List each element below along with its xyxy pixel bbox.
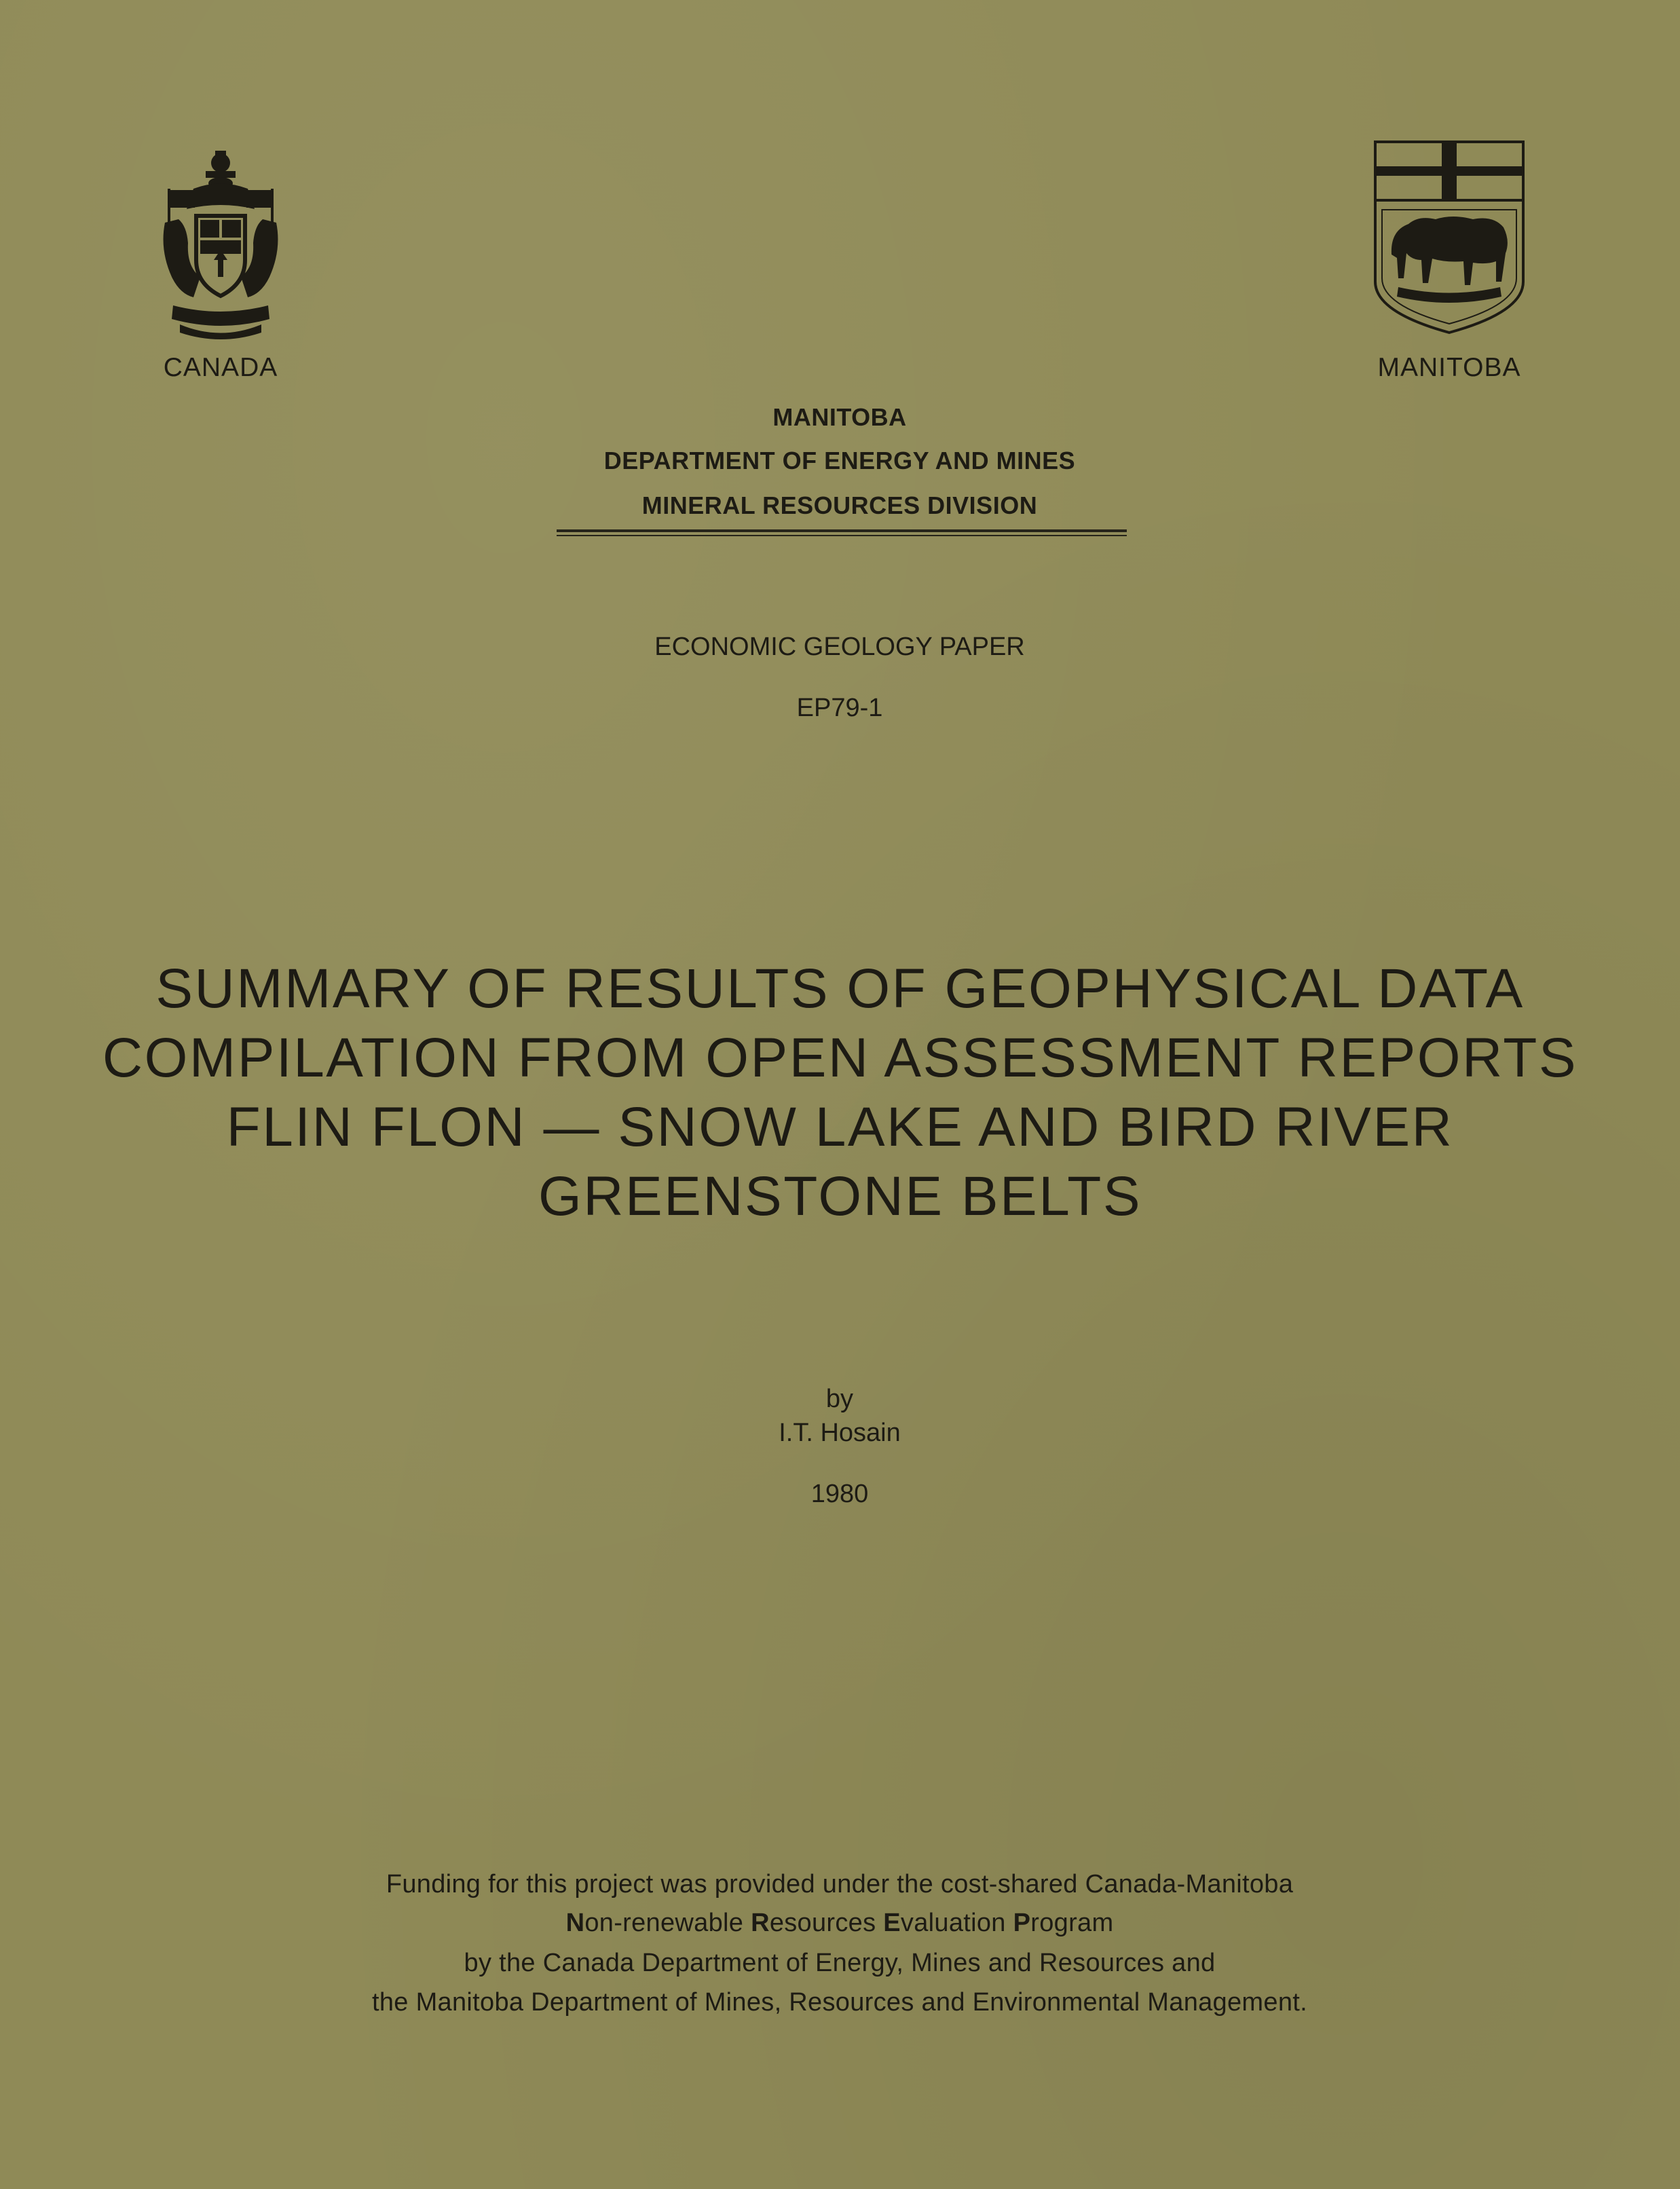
manitoba-label: MANITOBA bbox=[1377, 353, 1521, 382]
department-name: DEPARTMENT OF ENERGY AND MINES bbox=[603, 447, 1076, 474]
department-province: MANITOBA bbox=[772, 403, 907, 431]
program-word-rest: valuation bbox=[900, 1909, 1006, 1937]
author-name: I.T. Hosain bbox=[779, 1419, 901, 1447]
funding-line-3: by the Canada Department of Energy, Mines and Resources and bbox=[464, 1949, 1216, 1977]
title-line-1: SUMMARY OF RESULTS OF GEOPHYSICAL DATA bbox=[155, 958, 1525, 1019]
manitoba-coat-of-arms-icon bbox=[1371, 139, 1527, 336]
funding-line-1: Funding for this project was provided under the cost-shared Canada-Manitoba bbox=[386, 1870, 1294, 1898]
double-rule-top bbox=[557, 529, 1127, 532]
byline-by: by bbox=[825, 1385, 854, 1413]
funding-line-4: the Manitoba Department of Mines, Resources and Environmental Management. bbox=[372, 1988, 1307, 2017]
title-line-4: GREENSTONE BELTS bbox=[538, 1165, 1142, 1227]
program-initial-e: E bbox=[883, 1909, 901, 1937]
program-initial-n: N bbox=[565, 1909, 585, 1937]
division-name: MINERAL RESOURCES DIVISION bbox=[641, 491, 1038, 519]
program-initial-p: P bbox=[1013, 1909, 1031, 1937]
publication-year: 1980 bbox=[810, 1480, 869, 1508]
series-number: EP79-1 bbox=[796, 694, 883, 722]
double-rule-bottom bbox=[557, 535, 1127, 536]
title-line-2: COMPILATION FROM OPEN ASSESSMENT REPORTS bbox=[102, 1027, 1578, 1089]
title-line-3: FLIN FLON — SNOW LAKE AND BIRD RIVER bbox=[226, 1096, 1454, 1158]
canada-label: CANADA bbox=[163, 353, 278, 382]
series-name: ECONOMIC GEOLOGY PAPER bbox=[654, 633, 1025, 661]
program-word-rest: rogram bbox=[1030, 1909, 1114, 1937]
canada-coat-of-arms-icon bbox=[153, 148, 288, 345]
program-word-rest: on-renewable bbox=[584, 1909, 744, 1937]
program-initial-r: R bbox=[751, 1909, 770, 1937]
program-word-rest: esources bbox=[769, 1909, 876, 1937]
funding-program-name bbox=[161, 1909, 1518, 1938]
